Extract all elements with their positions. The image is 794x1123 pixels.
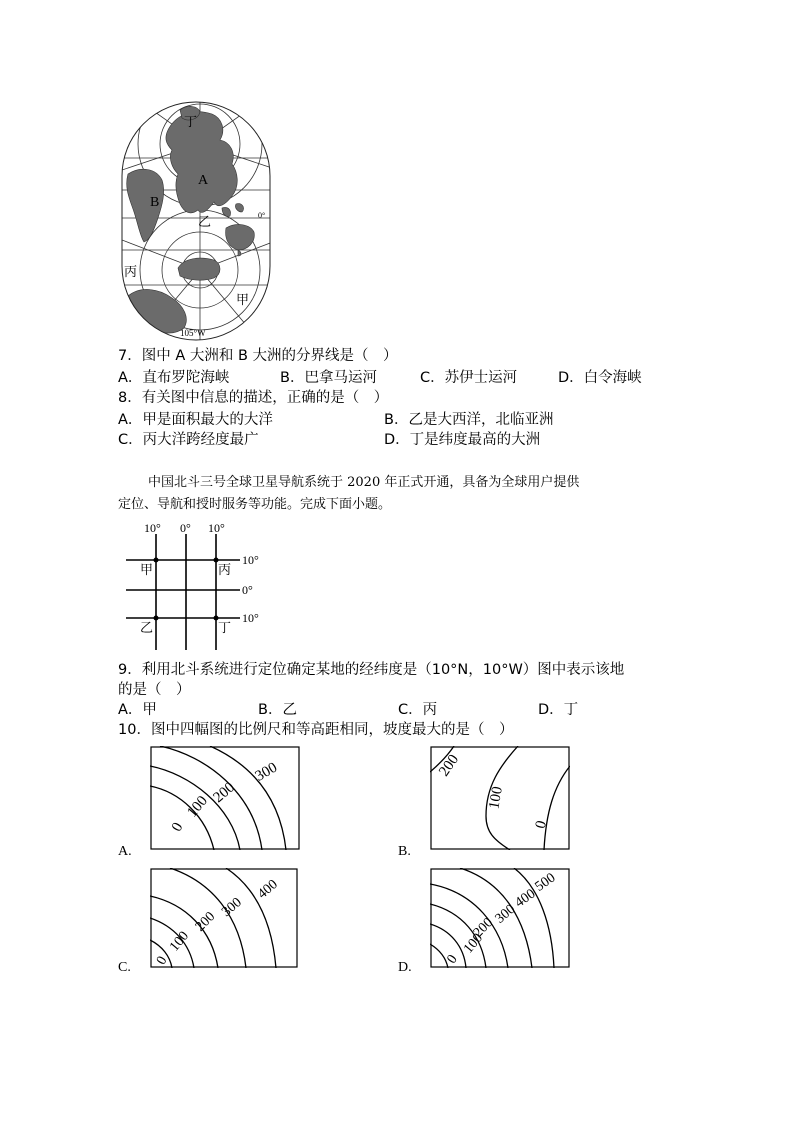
grid-right-label-2: 0°	[242, 583, 253, 597]
contour-c-label-100: 100	[167, 928, 193, 955]
lat-lon-grid-svg	[118, 518, 268, 654]
contour-d-label-200: 200	[470, 915, 497, 941]
q10-stem: 10．图中四幅图的比例尺和等高距相同，坡度最大的是（ ）	[118, 722, 514, 738]
map-label-b: B	[150, 195, 160, 210]
q10-option-b-label[interactable]: B.	[398, 844, 411, 859]
contour-c-label-0: 0	[153, 953, 171, 968]
grid-label-yi: 乙	[140, 621, 154, 636]
map-label-a: A	[198, 173, 209, 188]
passage-line-1: 中国北斗三号全球卫星导航系统于 2020 年正式开通，具备为全球用户提供	[148, 475, 580, 490]
map-label-jia: 甲	[236, 293, 250, 308]
map-label-bing: 丙	[124, 265, 138, 280]
grid-point-bing	[214, 558, 219, 563]
contour-d-label-0: 0	[444, 952, 461, 967]
contour-b-label-0: 0	[532, 818, 551, 831]
contour-map-b[interactable]	[430, 746, 570, 850]
contour-d-label-500: 500	[532, 870, 559, 895]
grid-point-jia	[154, 558, 159, 563]
world-map-figure	[118, 100, 280, 344]
q9-option-b[interactable]: B．乙	[258, 702, 297, 718]
contour-a-label-300: 300	[252, 759, 281, 785]
q10-option-c-label[interactable]: C.	[118, 960, 131, 975]
grid-right-label-3: 10°	[242, 611, 259, 625]
q9-stem-line-2: 的是（ ）	[118, 682, 191, 698]
q8-stem: 8．有关图中信息的描述，正确的是（ ）	[118, 390, 389, 406]
q8-option-c[interactable]: C．丙大洋跨经度最广	[118, 432, 259, 448]
contour-map-d[interactable]	[430, 868, 570, 968]
map-label-zero-deg: 0°	[258, 211, 266, 220]
map-label-yi: 乙	[198, 215, 212, 230]
contour-map-c-svg	[150, 868, 298, 968]
contour-a-label-0: 0	[168, 819, 187, 835]
q10-option-d-label[interactable]: D.	[398, 960, 412, 975]
q9-stem-line-1: 9．利用北斗系统进行定位确定某地的经纬度是（10°N，10°W）图中表示该地	[118, 662, 625, 678]
q7-option-c[interactable]: C．苏伊士运河	[420, 370, 518, 386]
q7-stem: 7．图中 A 大洲和 B 大洲的分界线是（ ）	[118, 348, 398, 364]
lat-lon-grid-figure	[118, 518, 268, 654]
grid-top-label-2: 0°	[180, 521, 191, 535]
contour-d-label-100: 100	[461, 930, 487, 957]
grid-top-label-1: 10°	[144, 521, 161, 535]
world-map-svg	[118, 100, 280, 344]
contour-b-label-200: 200	[436, 751, 463, 780]
q8-option-d[interactable]: D．丁是纬度最高的大洲	[384, 432, 541, 448]
contour-d-label-300: 300	[492, 901, 519, 927]
contour-c-label-400: 400	[255, 877, 281, 903]
grid-point-ding	[214, 616, 219, 621]
contour-map-a[interactable]	[150, 746, 300, 850]
asia-landmass	[166, 112, 237, 213]
map-label-ding: 丁	[184, 115, 198, 130]
q9-option-d[interactable]: D．丁	[538, 702, 579, 718]
contour-b-label-100: 100	[486, 785, 506, 811]
south-america-landmass	[128, 289, 187, 333]
grid-point-yi	[154, 616, 159, 621]
q10-option-a-label[interactable]: A.	[118, 844, 132, 859]
contour-a-label-200: 200	[210, 779, 239, 807]
contour-d-label-400: 400	[512, 886, 539, 911]
grid-label-bing: 丙	[218, 563, 232, 578]
contour-map-d-svg	[430, 868, 570, 968]
q8-option-a[interactable]: A．甲是面积最大的大洋	[118, 412, 273, 428]
q8-option-b[interactable]: B．乙是大西洋，北临亚洲	[384, 412, 554, 428]
q7-option-a[interactable]: A．直布罗陀海峡	[118, 370, 230, 386]
grid-top-label-3: 10°	[208, 521, 225, 535]
contour-c-label-200: 200	[192, 909, 219, 935]
contour-c-label-300: 300	[219, 895, 245, 921]
contour-map-b-svg	[430, 746, 570, 850]
q9-option-a[interactable]: A．甲	[118, 702, 157, 718]
q7-option-d[interactable]: D．白令海峡	[558, 370, 642, 386]
map-label-105w: 105°W	[180, 328, 206, 338]
grid-label-jia: 甲	[140, 563, 154, 578]
contour-a-label-100: 100	[184, 793, 211, 821]
grid-label-ding: 丁	[218, 621, 232, 636]
q7-option-b[interactable]: B．巴拿马运河	[280, 370, 377, 386]
contour-map-c[interactable]	[150, 868, 298, 968]
contour-map-a-svg	[150, 746, 300, 850]
grid-right-label-1: 10°	[242, 553, 259, 567]
passage-line-2: 定位、导航和授时服务等功能。完成下面小题。	[118, 497, 392, 512]
q9-option-c[interactable]: C．丙	[398, 702, 438, 718]
